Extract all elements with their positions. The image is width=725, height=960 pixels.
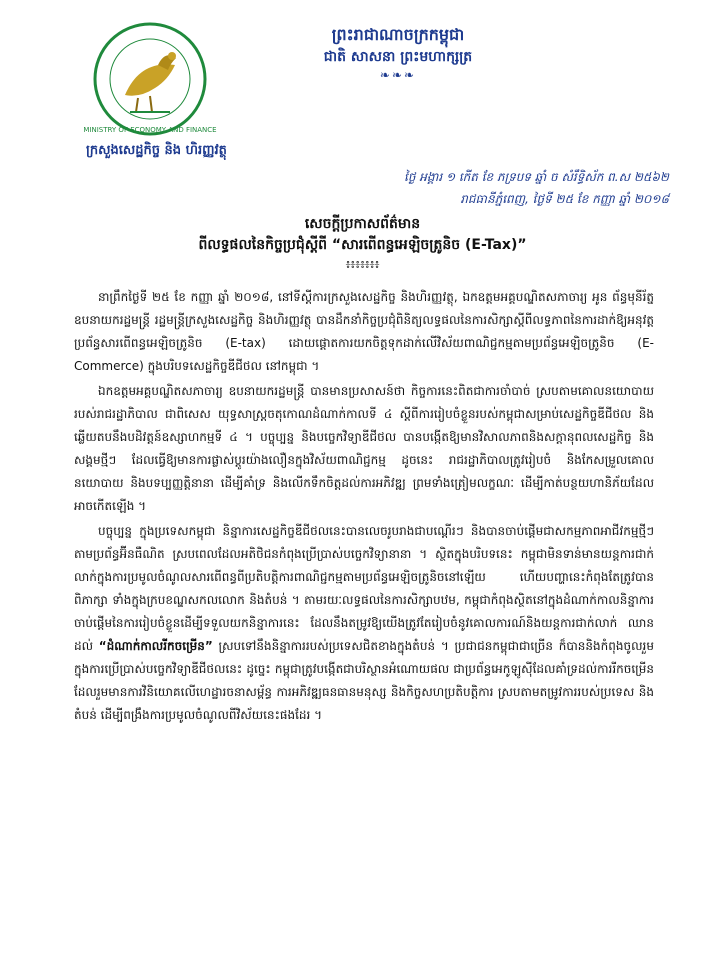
national-motto: ជាតិ សាសនា ព្រះមហាក្សត្រ bbox=[323, 49, 473, 65]
seal-text: MINISTRY OF ECONOMY AND FINANCE bbox=[83, 126, 217, 134]
paragraph-3 bbox=[74, 520, 654, 727]
ministry-seal-icon bbox=[80, 20, 220, 138]
solar-date: រាជធានីភ្នំពេញ, ថ្ងៃទី ២៥ ខែ កញ្ញា ឆ្នាំ ២០១៨ bbox=[460, 192, 669, 206]
kingdom-name: ព្រះរាជាណាចក្រកម្ពុជា bbox=[331, 25, 465, 44]
paragraph-3-start: បច្ចុប្បន្ន ក្នុងប្រទេសកម្ពុជា និន្នាការសេដ្ឋកិច្ចឌីជីថលនេះបានលេចរូបរាងជាបណ្តើរៗ និងបានចាប់ផ្តើមជាសកម្មភាពអាជីវកម្មថ្មីៗ តាមប្រព័ន្ធអ៊ីនធឺណិត ស្របពេលដែលអតិថិជនកំពុងប្រើប្រាស់បច្ចេកវិទ្យានានា ។ ស្ថិតក្នុងបរិបទនេះ កម្ពុជាមិនទាន់មានយន្តការជាក់លាក់ក្នុងការប្រមូលចំណូលសារពើពន្ធពីប្រតិបត្តិការពាណិជ្ជកម្មតាមប្រព័ន្ធអេឡិចត្រូនិចនៅឡើយ ហើយបញ្ហានេះកំពុងតែត្រូវបានពិភាក្សា ទាំងក្នុងក្របខណ្ឌសកលលោក និងតំបន់ ។ តាមរយៈលទ្ធផលនៃការសិក្សាបឋម, កម្ពុជាកំពុងស្ថិតនៅក្នុងដំណាក់កាលនិន្នាការ ចាប់ផ្តើមនៃការរៀបចំខ្លួនដើម្បីទទួលយកនិន្នាការនេះ ដែលនឹងតម្រូវឱ្យយើងត្រូវតែរៀបចំនូវគោលការណ៍និងយន្តការជាក់លាក់ ឈានដល់ bbox=[74, 524, 654, 653]
paragraph-1: នាព្រឹកថ្ងៃទី ២៥ ខែ កញ្ញា ឆ្នាំ ២០១៨, នៅទីស្តីការក្រសួងសេដ្ឋកិច្ច និងហិរញ្ញវត្ថុ, ឯកឧត្តមអគ្គបណ្ឌិតសភាចារ្យ អូន ព័ន្ធមុនីរ័ត្ន ឧបនាយករដ្ឋមន្ត្រី រដ្ឋមន្ត្រីក្រសួងសេដ្ឋកិច្ច និងហិរញ្ញវត្ថុ បានដឹកនាំកិច្ចប្រជុំពិនិត្យលទ្ធផលនៃការសិក្សាស្តីពីលទ្ធភាពនៃការដាក់ឱ្យអនុវត្តប្រព័ន្ធសារពើពន្ធអេឡិចត្រូនិច (E-tax) ដោយផ្តោតការយកចិត្តទុកដាក់លើវិស័យពាណិជ្ជកម្មតាមប្រព័ន្ធអេឡិចត្រូនិច (E-Commerce) ក្នុងបរិបទសេដ្ឋកិច្ចឌីជីថល នៅកម្ពុជា ។ bbox=[74, 290, 654, 373]
header-ornament: ❧❧❧ bbox=[379, 68, 417, 82]
body-text bbox=[74, 286, 654, 729]
title-block bbox=[0, 214, 725, 274]
kingdom-header bbox=[268, 24, 528, 82]
ministry-name: ក្រសួងសេដ្ឋកិច្ច និង ហិរញ្ញវត្ថុ bbox=[86, 143, 227, 158]
lunar-date: ថ្ងៃ អង្គារ ១ កើត ខែ ភទ្របទ ឆ្នាំ ច សំរឹទ្ធិស័ក ព.ស ២៥៦២ bbox=[404, 170, 669, 184]
press-release-subtitle: ពីលទ្ធផលនៃកិច្ចប្រជុំស្តីពី “សារពើពន្ធអេឡិចត្រូនិច (E-Tax)” bbox=[198, 237, 527, 253]
press-release-title: សេចក្តីប្រកាសព័ត៌មាន bbox=[304, 216, 421, 232]
date-block bbox=[404, 166, 669, 210]
paragraph-2: ឯកឧត្តមអគ្គបណ្ឌិតសភាចារ្យ ឧបនាយករដ្ឋមន្ត្រី បានមានប្រសាសន៍ថា កិច្ចការនេះពិតជាការចាំបាច់ ស្របតាមគោលនយោបាយរបស់រាជរដ្ឋាភិបាល ជាពិសេស យុទ្ធសាស្ត្រចតុកោណដំណាក់កាលទី ៤ ស្តីពីការរៀបចំខ្លួនរបស់កម្ពុជាសម្រាប់សេដ្ឋកិច្ចឌីជីថល និងឆ្លើយតបនឹងបដិវត្តន៍ឧស្សាហកម្មទី ៤ ។ បច្ចុប្បន្ន និងបច្ចេកវិទ្យាឌីជីថល បានបង្កើតឱ្យមានវិសាលភាពនិងសក្តានុពលសេដ្ឋកិច្ច និងសង្គមថ្មីៗ ដែលធ្វើឱ្យមានការផ្លាស់ប្តូរយ៉ាងលឿនក្នុងវិស័យពាណិជ្ជកម្ម ដូចនេះ រាជរដ្ឋាភិបាលត្រូវរៀបចំ និងកែសម្រួលគោលនយោបាយ និងបទប្បញ្ញត្តិនានា ដើម្បីគាំទ្រ និងលើកទឹកចិត្តដល់ការអភិវឌ្ឍ ព្រមទាំងត្រៀមលក្ខណៈ ដើម្បីកាត់បន្ថយហានិភ័យដែលអាចកើតឡើង ។ bbox=[74, 384, 654, 513]
title-divider: ៖៖៖៖៖៖៖ bbox=[345, 258, 380, 271]
ministry-logo bbox=[80, 20, 220, 138]
paragraph-3-end: ស្របទៅនឹងនិន្នាការរបស់ប្រទេសជិតខាងក្នុងតំបន់ ។ ប្រជាជនកម្ពុជាជាច្រើន ក៏បាននិងកំពុងចូលរួមក្នុងការប្រើប្រាស់បច្ចេកវិទ្យាឌីជីថលនេះ ដូច្នេះ កម្ពុជាត្រូវបង្កើតជាបរិស្ថានអំណោយផល ជាប្រព័ន្ធអេកូឡូស៊ីដែលគាំទ្រដល់ការរីកចម្រើន ដែលរួមមានការវិនិយោគលើហេដ្ឋារចនាសម្ព័ន្ធ ការអភិវឌ្ឍធនធានមនុស្ស និងកិច្ចសហប្រតិបត្តិការ ស្របតាមតម្រូវការរបស់ប្រទេស និងតំបន់ ដើម្បីពង្រឹងការប្រមូលចំណូលពីវិស័យនេះផងដែរ ។ bbox=[74, 639, 654, 722]
paragraph-3-emphasis: “ដំណាក់កាលរីកចម្រើន” bbox=[98, 639, 213, 653]
